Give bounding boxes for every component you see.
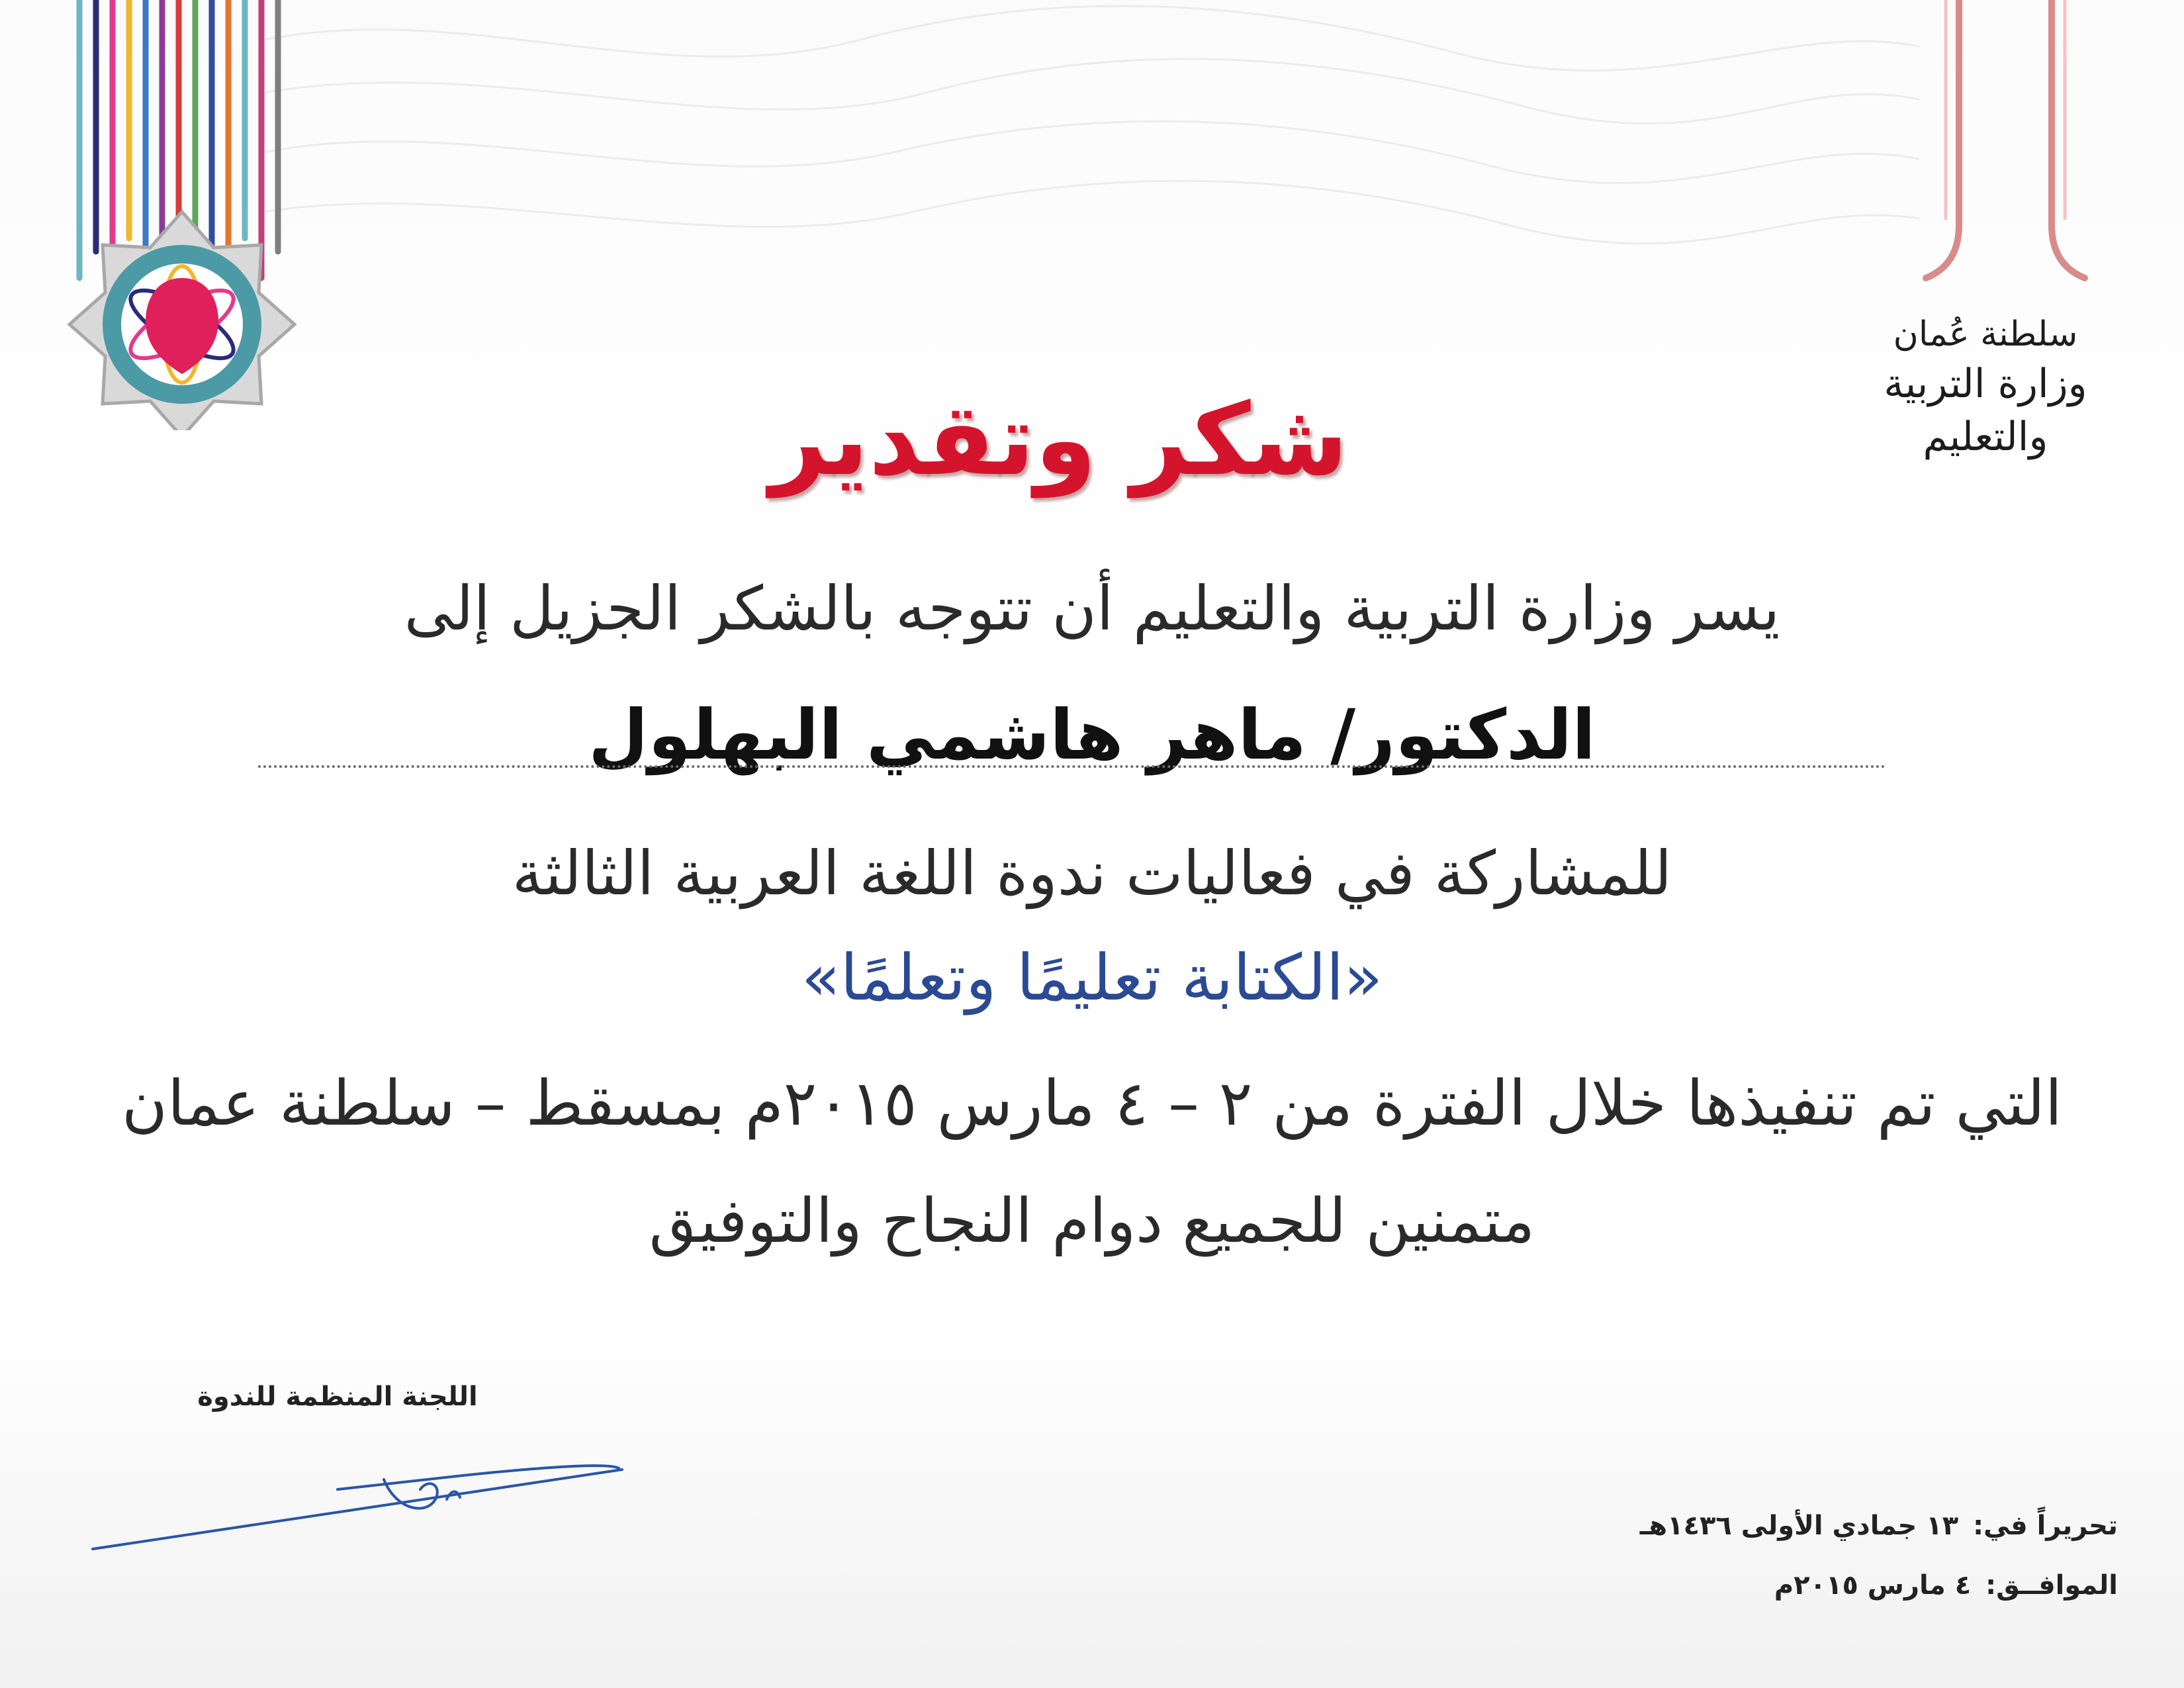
organizing-committee-label: اللجنة المنظمة للندوة xyxy=(197,1382,478,1412)
hijri-date-label: تحريراً في: xyxy=(1973,1511,2118,1541)
hijri-date xyxy=(1390,1506,2118,1546)
ministry-emblem xyxy=(1919,0,2091,291)
hijri-date-value: ١٣ جمادي الأولى ١٤٣٦هـ xyxy=(1639,1511,1959,1541)
background-arabesque xyxy=(265,0,1919,278)
recipient-name: الدكتور/ ماهر هاشمي البهلول xyxy=(588,694,1596,775)
participation-text: للمشاركة في فعاليات ندوة اللغة العربية الثالثة xyxy=(512,838,1672,909)
signature xyxy=(86,1436,629,1562)
symposium-theme: «الكتابة تعليمًا وتعلمًا» xyxy=(801,941,1383,1015)
intro-text: يسر وزارة التربية والتعليم أن تتوجه بالشكر الجزيل إلى xyxy=(404,573,1780,644)
ministry-country: سلطنة عُمان xyxy=(1893,314,2078,354)
recipient-underline xyxy=(258,765,1886,768)
ministry-name: وزارة التربية والتعليم xyxy=(1884,361,2087,460)
gregorian-date xyxy=(1390,1566,2118,1605)
dates-location-text: التي تم تنفيذها خلال الفترة من ٢ – ٤ مارس ٢٠١٥م بمسقط – سلطنة عمان xyxy=(122,1068,2062,1140)
gregorian-date-value: ٤ مارس ٢٠١٥م xyxy=(1774,1570,1972,1601)
ministry-header xyxy=(1840,311,2131,463)
symposium-logo xyxy=(40,0,318,430)
gregorian-date-label: الموافــق: xyxy=(1985,1570,2118,1601)
wishes-text: متمنين للجميع دوام النجاح والتوفيق xyxy=(649,1186,1535,1256)
certificate-title: شكر وتقدير xyxy=(769,383,1349,498)
